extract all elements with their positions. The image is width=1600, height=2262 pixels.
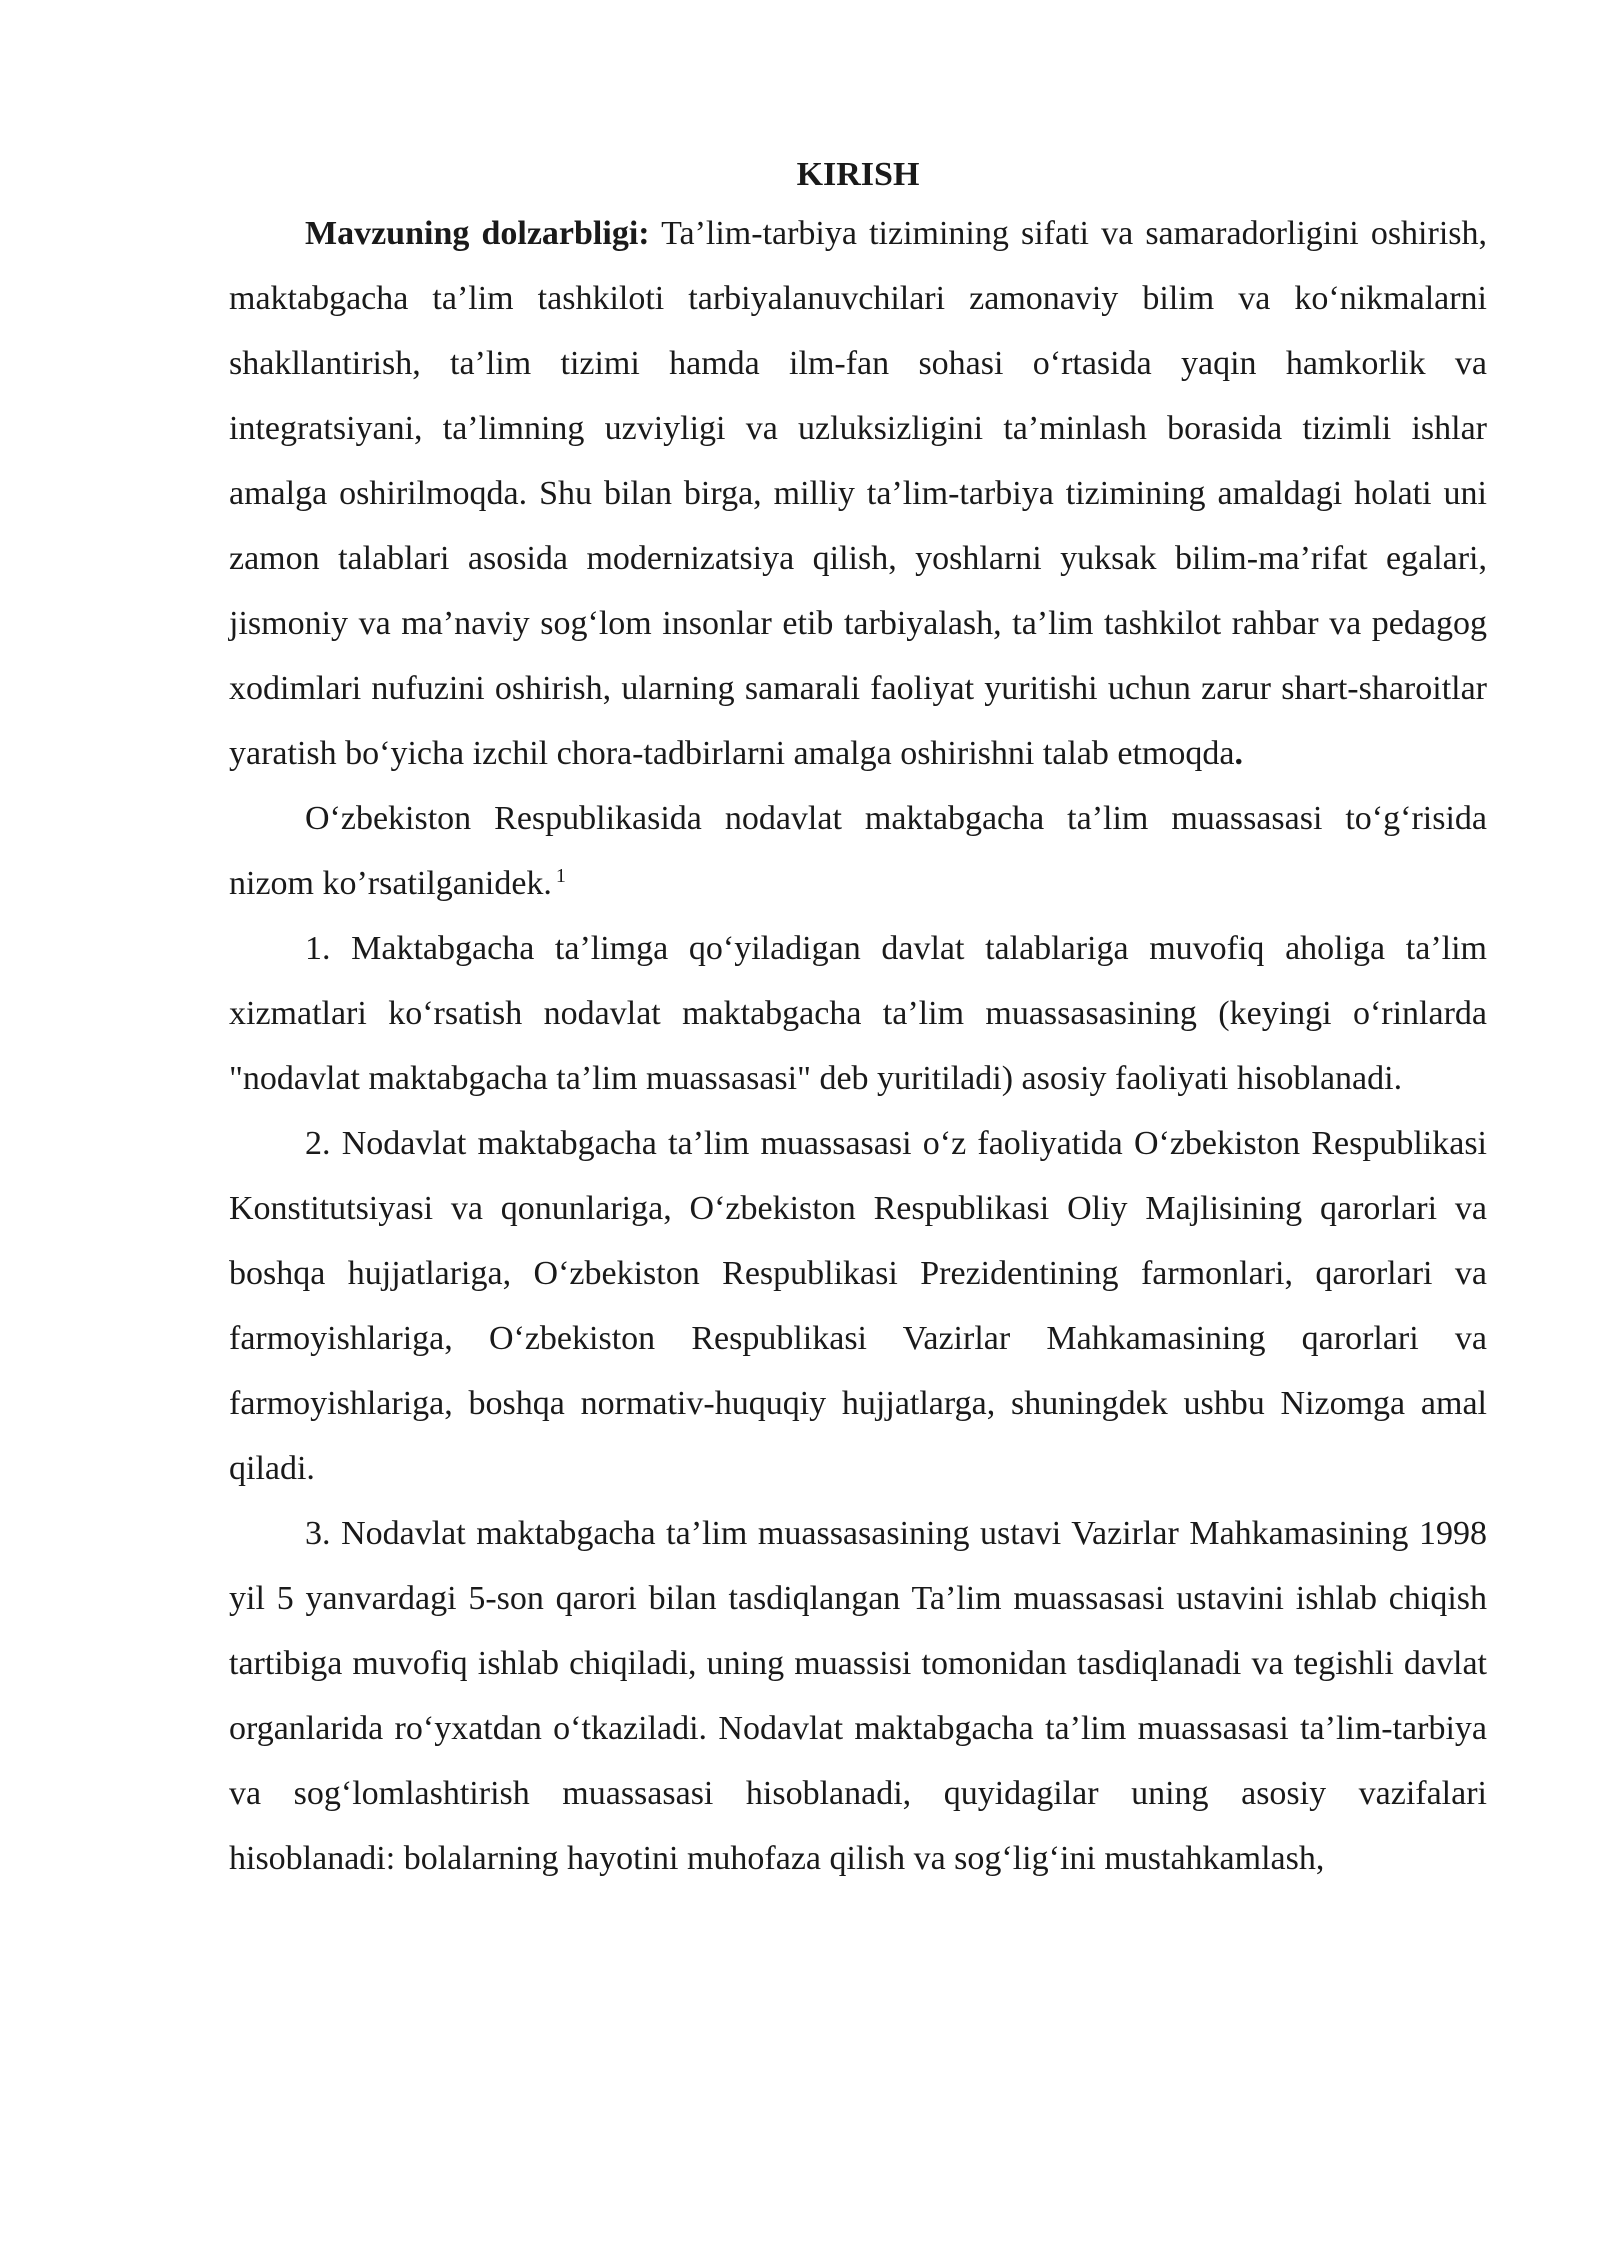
statute-paragraph [229, 786, 1487, 916]
footnote-reference[interactable]: 1 [555, 864, 566, 887]
intro-lead: Mavzuning dolzarbligi: [305, 215, 650, 252]
numbered-paragraph-2: 2. Nodavlat maktabgacha ta’lim muassasasi o‘z faoliyatida O‘zbekiston Respublikasi Konstitutsiyasi va qonunlariga, O‘zbekiston Respublikasi Oliy Majlisining qarorlari va boshqa hujjatlariga, O‘zbekiston Respublikasi Prezidentining farmonlari, qarorlari va farmoyishlariga, O‘zbekiston Respublikasi Vazirlar Mahkamasining qarorlari va farmoyishlariga, boshqa normativ-huquqiy hujjatlarga, shuningdek ushbu Nizomga amal qiladi. [229, 1125, 1487, 1487]
statute-text: O‘zbekiston Respublikasida nodavlat maktabgacha ta’lim muassasasi to‘g‘risida nizom ko’rsatilganidek. [229, 800, 1487, 902]
numbered-paragraph-1: 1. Maktabgacha ta’limga qo‘yiladigan davlat talablariga muvofiq aholiga ta’lim xizmatlari ko‘rsatish nodavlat maktabgacha ta’lim muassasasining (keyingi o‘rinlarda "nodavlat maktabgacha ta’lim muassasasi" deb yuritiladi) asosiy faoliyati hisoblanadi. [229, 930, 1487, 1097]
intro-paragraph [229, 201, 1487, 786]
intro-end: . [1234, 735, 1243, 772]
intro-text: Ta’lim-tarbiya tizimining sifati va samaradorligini oshirish, maktabgacha ta’lim tashkiloti tarbiyalanuvchilari zamonaviy bilim va ko‘nikmalarni shakllantirish, ta’lim tizimi hamda ilm-fan sohasi o‘rtasida yaqin hamkorlik va integratsiyani, ta’limning uzviyligi va uzluksizligini ta’minlash borasida tizimli ishlar amalga oshirilmoqda. Shu bilan birga, milliy ta’lim-tarbiya tizimining amaldagi holati uni zamon talablari asosida modernizatsiya qilish, yoshlarni yuksak bilim-ma’rifat egalari, jismoniy va ma’naviy sog‘lom insonlar etib tarbiyalash, ta’lim tashkilot rahbar va pedagog xodimlari nufuzini oshirish, ularning samarali faoliyat yuritishi uchun zarur shart-sharoitlar yaratish bo‘yicha izchil chora-tadbirlarni amalga oshirishni talab etmoqda [229, 215, 1487, 772]
page-content [229, 148, 1487, 1891]
numbered-paragraph-3: 3. Nodavlat maktabgacha ta’lim muassasasining ustavi Vazirlar Mahkamasining 1998 yil 5 yanvardagi 5-son qarori bilan tasdiqlangan Ta’lim muassasasi ustavini ishlab chiqish tartibiga muvofiq ishlab chiqiladi, uning muassisi tomonidan tasdiqlanadi va tegishli davlat organlarida ro‘yxatdan o‘tkaziladi. Nodavlat maktabgacha ta’lim muassasasi ta’lim-tarbiya va sog‘lomlashtirish muassasasi hisoblanadi, quyidagilar uning asosiy vazifalari hisoblanadi: bolalarning hayotini muhofaza qilish va sog‘lig‘ini mustahkamlash, [229, 1515, 1487, 1877]
page-title: KIRISH [796, 156, 920, 193]
